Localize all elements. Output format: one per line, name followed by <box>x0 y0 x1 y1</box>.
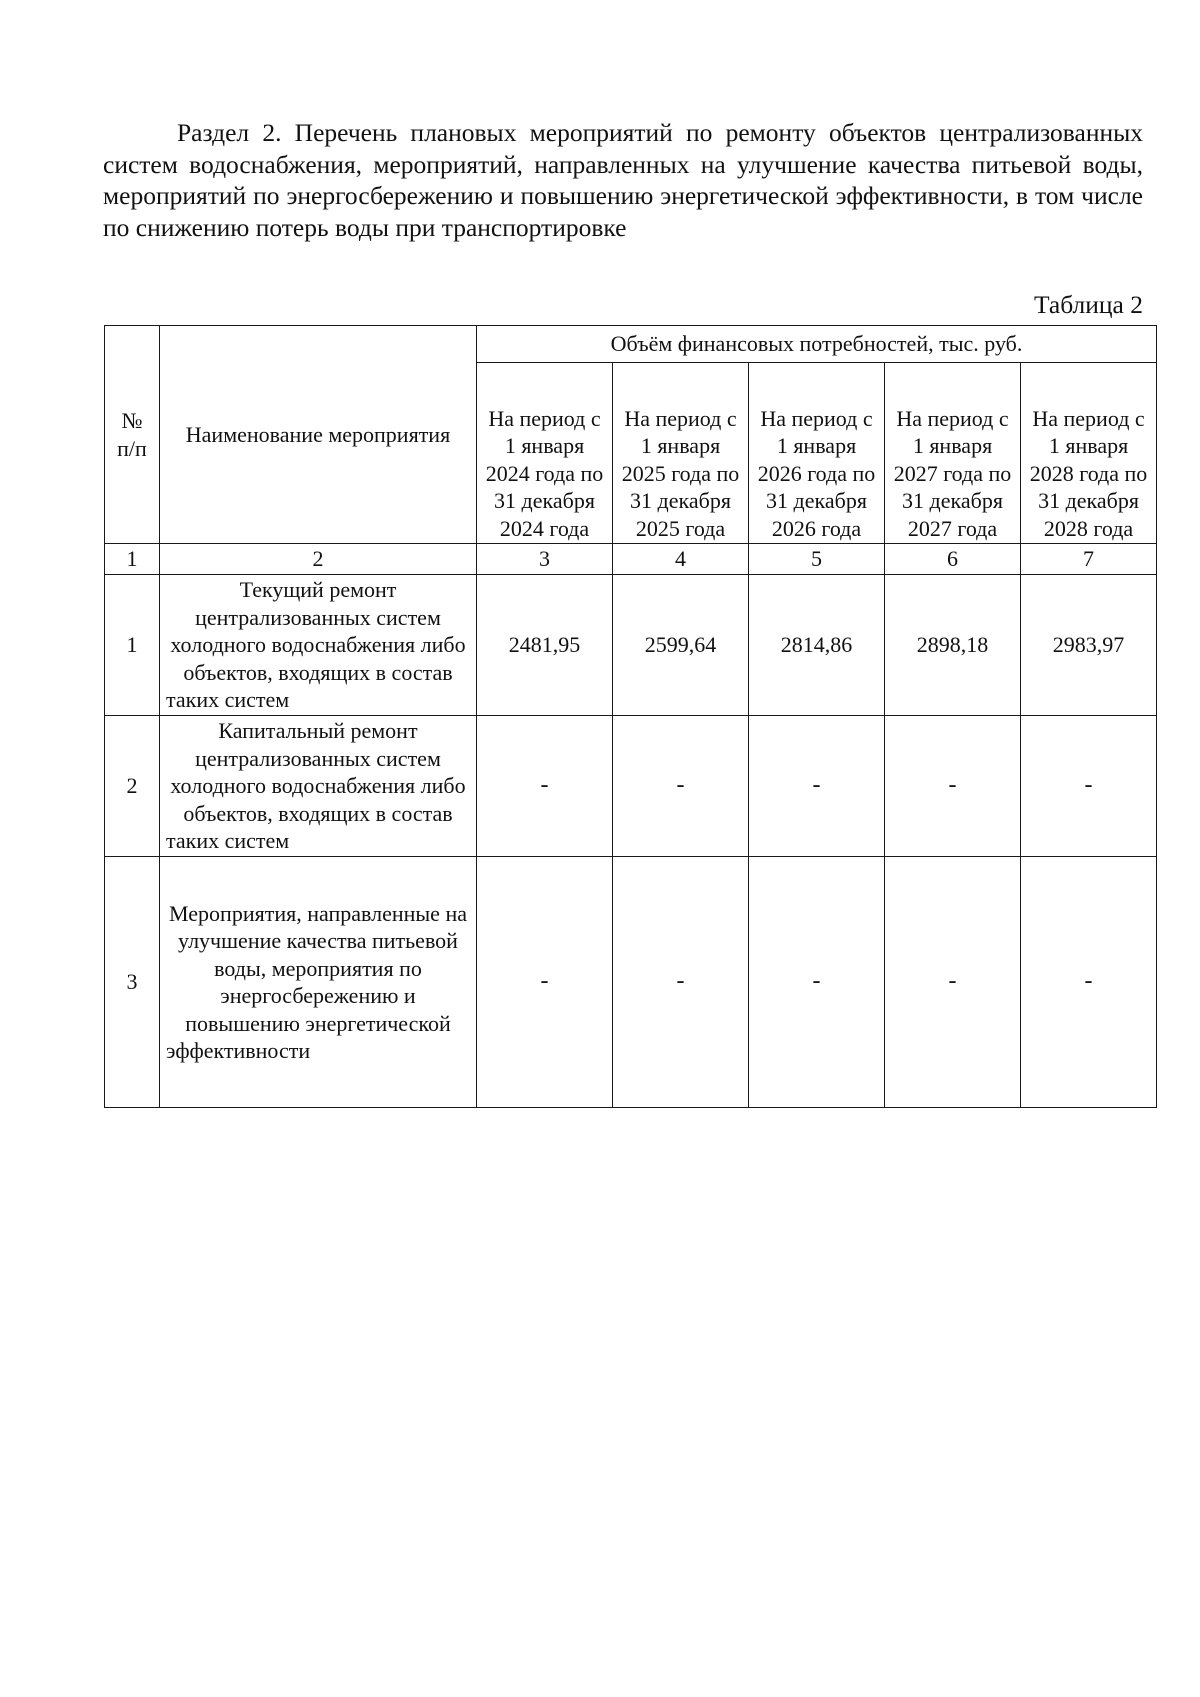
header-period-2027: На период с 1 января 2027 года по 31 декабря 2027 года <box>885 363 1021 544</box>
column-number: 1 <box>105 544 160 575</box>
column-number: 6 <box>885 544 1021 575</box>
row-number: 2 <box>105 716 160 857</box>
cell-2025: 2599,64 <box>613 575 749 716</box>
cell-2028: - <box>1021 857 1157 1108</box>
table-body <box>105 544 1157 1108</box>
cell-2026: - <box>749 716 885 857</box>
column-number-row <box>105 544 1157 575</box>
table-caption: Таблица 2 <box>1033 290 1143 319</box>
table-head <box>105 326 1157 544</box>
cell-2027: - <box>885 716 1021 857</box>
cell-2024: - <box>477 716 613 857</box>
cell-2025: - <box>613 857 749 1108</box>
cell-2027: 2898,18 <box>885 575 1021 716</box>
column-number: 4 <box>613 544 749 575</box>
table-row <box>105 575 1157 716</box>
header-period-2024: На период с 1 января 2024 года по 31 декабря 2024 года <box>477 363 613 544</box>
cell-2026: - <box>749 857 885 1108</box>
row-number: 1 <box>105 575 160 716</box>
cell-2028: - <box>1021 716 1157 857</box>
header-period-2025: На период с 1 января 2025 года по 31 декабря 2025 года <box>613 363 749 544</box>
plan-table <box>104 325 1157 1108</box>
cell-2028: 2983,97 <box>1021 575 1157 716</box>
column-number: 3 <box>477 544 613 575</box>
row-name: Мероприятия, направленные на улучшение качества питьевой воды, мероприятия по энергосбережению и повышению энергетической эффективности <box>160 857 477 1108</box>
column-number: 2 <box>160 544 477 575</box>
cell-2024: - <box>477 857 613 1108</box>
header-num: № п/п <box>105 326 160 544</box>
column-number: 7 <box>1021 544 1157 575</box>
table-row <box>105 716 1157 857</box>
header-name: Наименование мероприятия <box>160 326 477 544</box>
row-number: 3 <box>105 857 160 1108</box>
header-period-2028: На период с 1 января 2028 года по 31 декабря 2028 года <box>1021 363 1157 544</box>
row-name: Текущий ремонт централизованных систем холодного водоснабжения либо объектов, входящих в состав таких систем <box>160 575 477 716</box>
column-number: 5 <box>749 544 885 575</box>
cell-2024: 2481,95 <box>477 575 613 716</box>
row-name: Капитальный ремонт централизованных систем холодного водоснабжения либо объектов, входящих в состав таких систем <box>160 716 477 857</box>
cell-2026: 2814,86 <box>749 575 885 716</box>
cell-2027: - <box>885 857 1021 1108</box>
header-financial: Объём финансовых потребностей, тыс. руб. <box>477 326 1157 363</box>
cell-2025: - <box>613 716 749 857</box>
table-row <box>105 857 1157 1108</box>
header-period-2026: На период с 1 января 2026 года по 31 декабря 2026 года <box>749 363 885 544</box>
section-heading: Раздел 2. Перечень плановых мероприятий по ремонту объектов централизованных систем водоснабжения, мероприятий, направленных на улучшение качества питьевой воды, мероприятий по энергосбережению и повышению энергетической эффективности, в том числе по снижению потерь воды при транспортировке <box>103 118 1143 242</box>
